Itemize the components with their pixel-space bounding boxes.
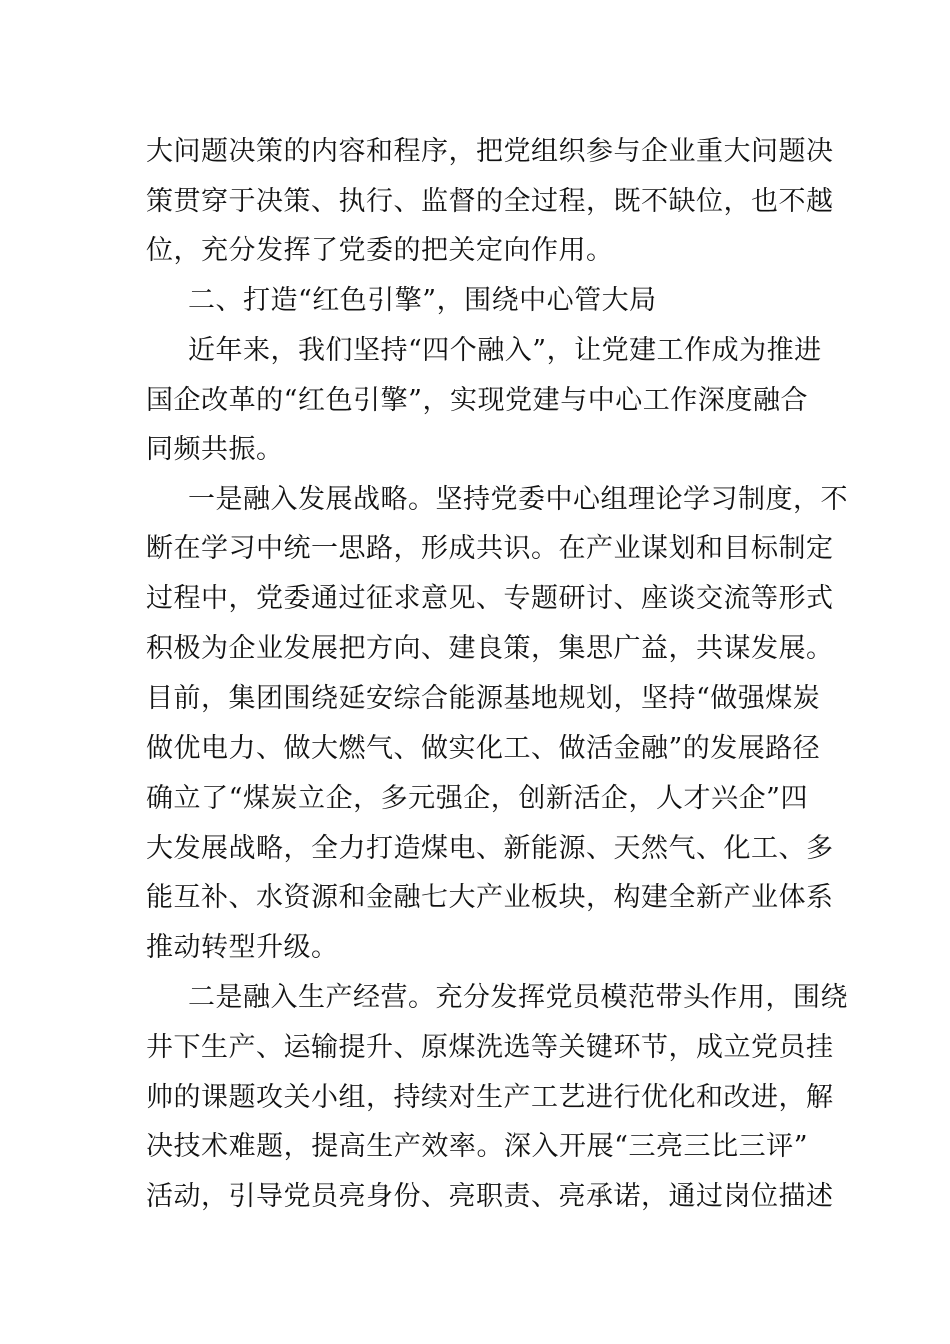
text-line-9: 断在学习中统一思路，形成共识。在产业谋划和目标制定 <box>146 533 834 564</box>
text-line-21: 决技术难题，提高生产效率。深入开展“三亮三比三评” <box>146 1131 808 1162</box>
text-line-12: 目前，集团围绕延安综合能源基地规划，坚持“做强煤炭 <box>146 683 821 714</box>
text-line-2: 策贯穿于决策、执行、监督的全过程，既不缺位，也不越 <box>146 186 834 217</box>
text-line-8: 一是融入发展战略。坚持党委中心组理论学习制度，不 <box>188 484 848 515</box>
text-line-10: 过程中，党委通过征求意见、专题研讨、座谈交流等形式 <box>146 583 834 614</box>
text-line-11: 积极为企业发展把方向、建良策，集思广益，共谋发展。 <box>146 633 834 664</box>
text-line-13: 做优电力、做大燃气、做实化工、做活金融”的发展路径 <box>146 733 821 764</box>
text-line-20: 帅的课题攻关小组，持续对生产工艺进行优化和改进，解 <box>146 1082 834 1113</box>
text-line-17: 推动转型升级。 <box>146 932 339 963</box>
text-line-19: 井下生产、运输提升、原煤洗选等关键环节，成立党员挂 <box>146 1032 834 1063</box>
text-line-5: 近年来，我们坚持“四个融入”，让党建工作成为推进 <box>188 335 822 366</box>
text-line-16: 能互补、水资源和金融七大产业板块，构建全新产业体系 <box>146 882 834 913</box>
text-line-18: 二是融入生产经营。充分发挥党员模范带头作用，围绕 <box>188 982 848 1013</box>
text-line-15: 大发展战略，全力打造煤电、新能源、天然气、化工、多 <box>146 833 834 864</box>
text-line-7: 同频共振。 <box>146 434 284 465</box>
text-line-1: 大问题决策的内容和程序，把党组织参与企业重大问题决 <box>146 136 834 167</box>
text-line-6: 国企改革的“红色引擎”，实现党建与中心工作深度融合 <box>146 385 808 416</box>
text-line-14: 确立了“煤炭立企，多元强企，创新活企，人才兴企”四 <box>146 783 808 814</box>
text-line-3: 位，充分发挥了党委的把关定向作用。 <box>146 235 614 266</box>
section-heading: 二、打造“红色引擎”，围绕中心管大局 <box>188 285 657 316</box>
text-line-22: 活动，引导党员亮身份、亮职责、亮承诺，通过岗位描述 <box>146 1181 834 1212</box>
